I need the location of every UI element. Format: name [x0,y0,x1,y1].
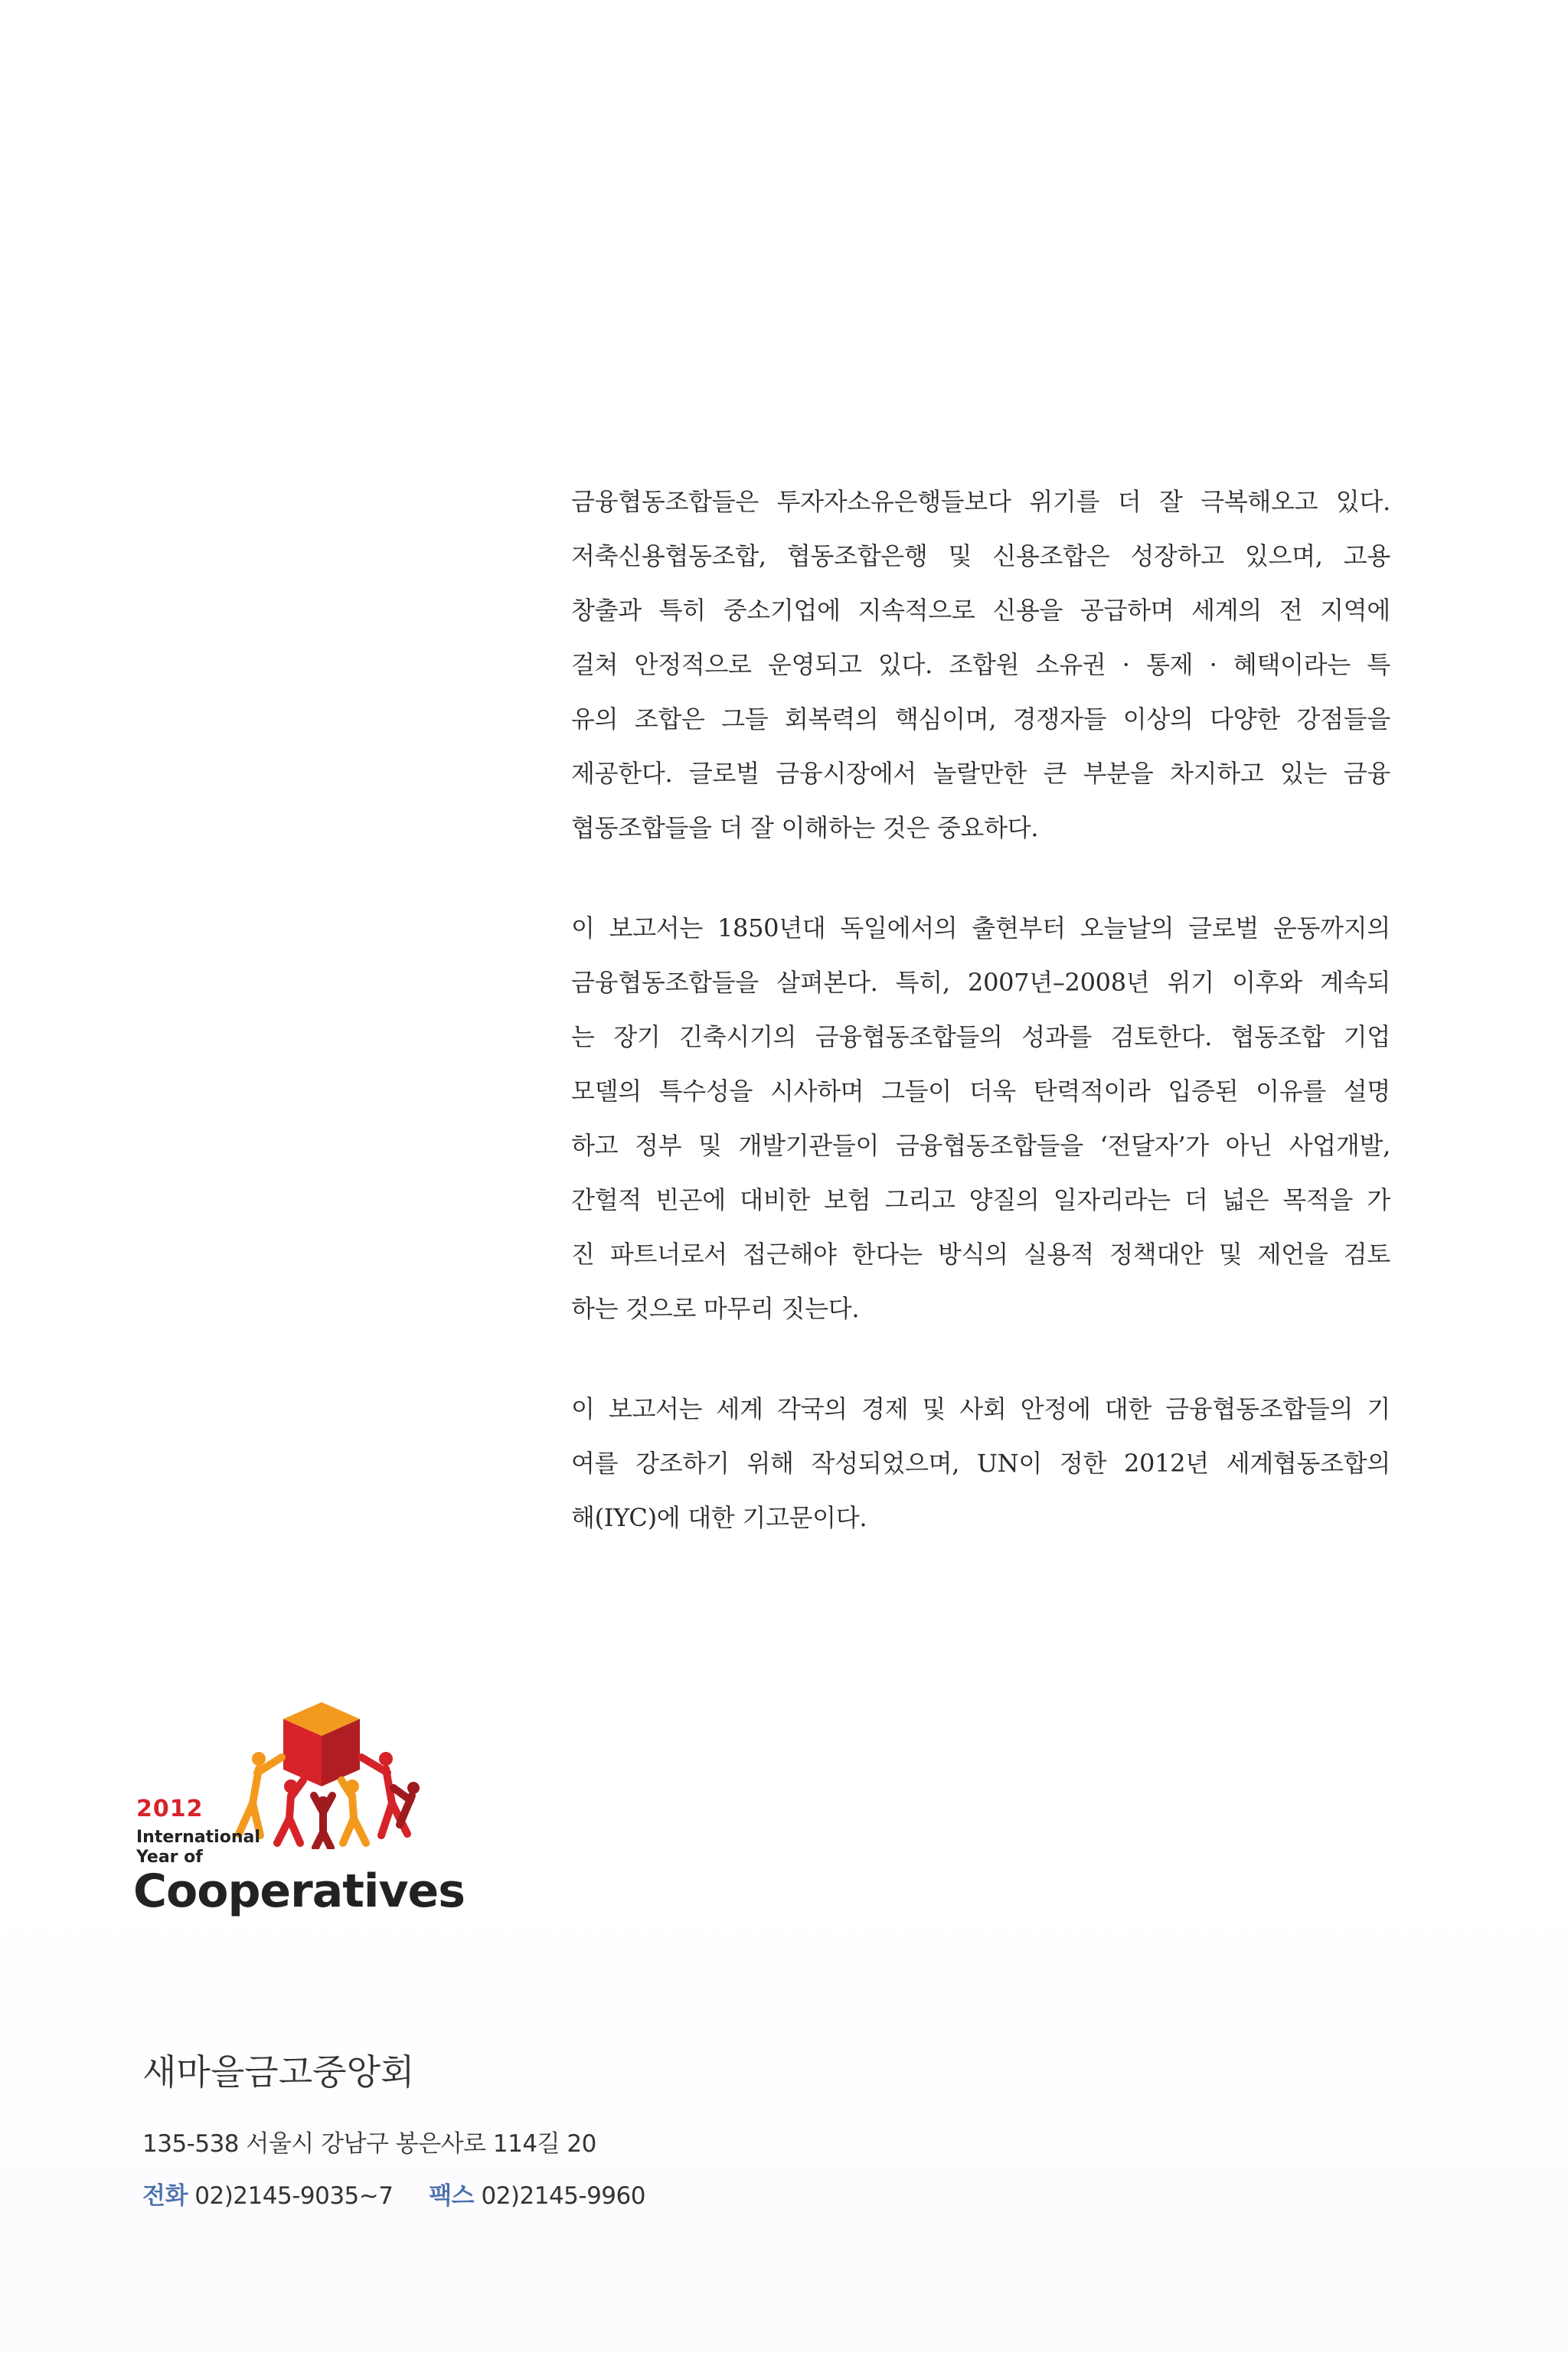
paragraph [571,475,1390,855]
iyc-2012-logo [130,1696,465,1941]
text-line: 하고 정부 및 개발기관들이 금융협동조합들을 ‘전달자’가 아닌 사업개발, [571,1131,1390,1160]
logo-year: 2012 [136,1796,204,1822]
text-line: 걸쳐 안정적으로 운영되고 있다. 조합원 소유권 · 통제 · 혜택이라는 특 [571,650,1390,679]
text-line: 창출과 특히 중소기업에 지속적으로 신용을 공급하며 세계의 전 지역에 [571,596,1390,625]
people-lifting-cube-icon [230,1696,429,1849]
contact-info [142,2176,645,2211]
text-line: 제공한다. 글로벌 금융시장에서 놀랄만한 큰 부분을 차지하고 있는 금융 [571,759,1390,788]
text-line: 하는 것으로 마무리 짓는다. [571,1294,860,1323]
phone-number: 02)2145-9035~7 [194,2182,394,2210]
text-line: 여를 강조하기 위해 작성되었으며, UN이 정한 2012년 세계협동조합의 [571,1449,1390,1478]
logo-line-2: Year of [136,1848,203,1867]
phone-label: 전화 [142,2182,188,2210]
text-line: 금융협동조합들은 투자자소유은행들보다 위기를 더 잘 극복해오고 있다. [571,487,1390,516]
logo-wordmark: Cooperatives [133,1864,465,1918]
paragraph [571,901,1390,1336]
fax-number: 02)2145-9960 [481,2182,645,2210]
text-line: 이 보고서는 1850년대 독일에서의 출현부터 오늘날의 글로벌 운동까지의 [571,913,1390,943]
text-line: 이 보고서는 세계 각국의 경제 및 사회 안정에 대한 금융협동조합들의 기 [571,1394,1390,1423]
text-line: 저축신용협동조합, 협동조합은행 및 신용조합은 성장하고 있으며, 고용 [571,541,1390,570]
fax-label: 팩스 [429,2182,475,2210]
body-text [571,475,1390,1591]
text-line: 는 장기 긴축시기의 금융협동조합들의 성과를 검토한다. 협동조합 기업 [571,1022,1390,1051]
text-line: 금융협동조합들을 살펴본다. 특히, 2007년–2008년 위기 이후와 계속되 [571,968,1390,997]
text-line: 유의 조합은 그들 회복력의 핵심이며, 경쟁자들 이상의 다양한 강점들을 [571,704,1390,734]
text-line: 간헐적 빈곤에 대비한 보험 그리고 양질의 일자리라는 더 넓은 목적을 가 [571,1185,1390,1214]
text-line: 해(IYC)에 대한 기고문이다. [571,1503,867,1532]
text-line: 진 파트너로서 접근해야 한다는 방식의 실용적 정책대안 및 제언을 검토 [571,1240,1390,1269]
paragraph [571,1382,1390,1545]
text-line: 협동조합들을 더 잘 이해하는 것은 중요하다. [571,813,1039,842]
text-line: 모델의 특수성을 시사하며 그들이 더욱 탄력적이라 입증된 이유를 설명 [571,1077,1390,1106]
address: 135-538 서울시 강남구 봉은사로 114길 20 [142,2130,596,2158]
logo-line-1: International [136,1828,260,1847]
organization-name: 새마을금고중앙회 [142,2051,415,2093]
